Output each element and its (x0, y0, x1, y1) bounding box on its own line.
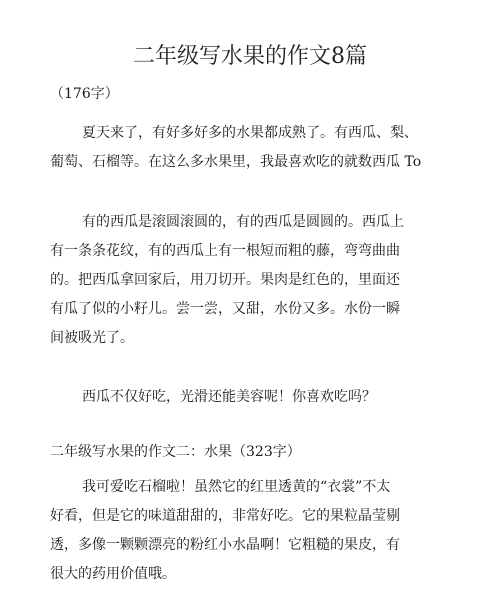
paragraph-line: 好看，但是它的味道甜甜的，非常好吃。它的果粒晶莹剔 (50, 508, 400, 524)
paragraph-line: 葡萄、石榴等。在这么多水果里，我最喜欢吃的就数西瓜 To (50, 154, 422, 170)
paragraph-line: 我可爱吃石榴啦！虽然它的红里透黄的“衣裳”不太 (82, 479, 391, 495)
paragraph-line: 有一条条花纹，有的西瓜上有一根短而粗的藤，弯弯曲曲 (50, 243, 400, 259)
paragraph-line: 透，多像一颗颗漂亮的粉红小水晶啊！它粗糙的果皮，有 (50, 537, 400, 553)
paragraph-4 (50, 473, 455, 589)
paragraph-1 (50, 119, 455, 177)
paragraph-line: 有的西瓜是滚圆滚圆的，有的西瓜是圆圆的。西瓜上 (82, 214, 404, 230)
paragraph-line: 夏天来了，有好多好多的水果都成熟了。有西瓜、梨、 (82, 125, 418, 141)
section-heading (50, 438, 455, 467)
section-heading-text: 二年级写水果的作文二：水果（323字） (50, 444, 301, 460)
document-title: 二年级写水果的作文8篇 (133, 44, 367, 69)
paragraph-line: 有瓜了似的小籽儿。尝一尝，又甜，水份又多。水份一瞬 (50, 301, 400, 317)
paragraph-line: 间被吸光了。 (50, 330, 134, 346)
paragraph-line: 的。把西瓜拿回家后，用刀切开。果肉是红色的，里面还 (50, 272, 400, 288)
paragraph-2 (50, 208, 455, 353)
word-count: （176字） (50, 86, 119, 102)
paragraph-3 (50, 383, 455, 412)
paragraph-line: 西瓜不仅好吃，光滑还能美容呢！你喜欢吃吗？ (82, 389, 376, 405)
paragraph-line: 很大的药用价值哦。 (50, 566, 176, 582)
